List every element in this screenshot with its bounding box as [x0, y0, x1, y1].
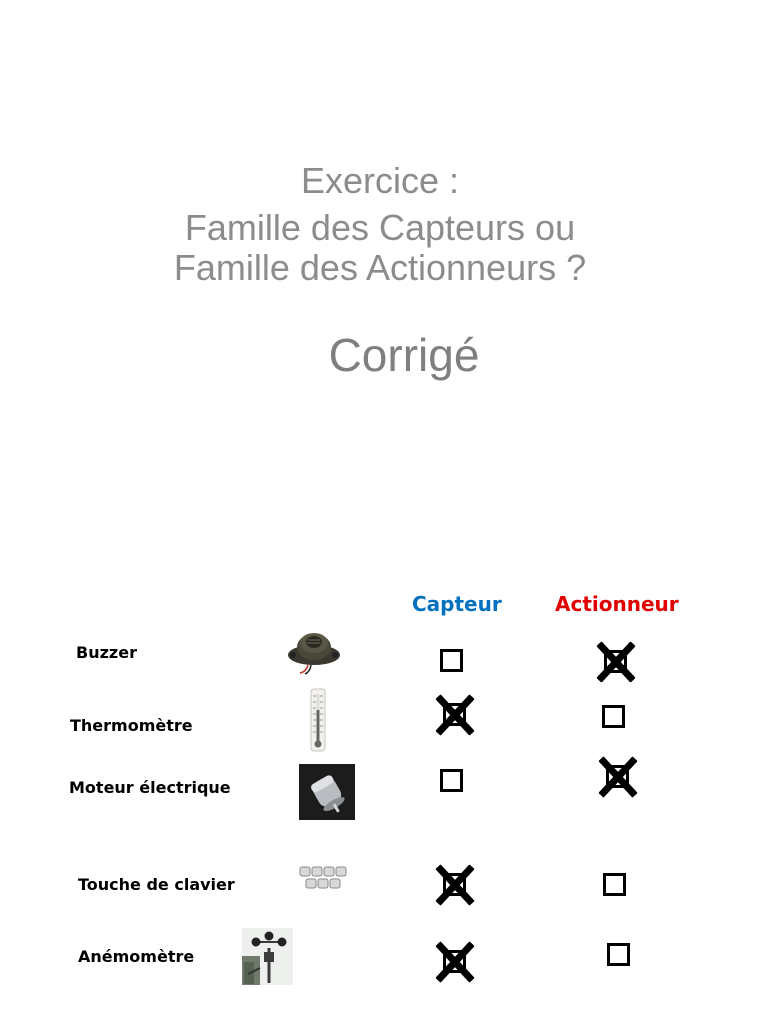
title-line-3: Famille des Actionneurs ? — [173, 247, 587, 288]
title-line-1: Exercice : — [300, 160, 460, 201]
actionneur-checkbox-anemometre[interactable] — [607, 943, 630, 966]
row-label-thermometre: Thermomètre — [70, 716, 193, 735]
actionneur-checkbox-thermometre[interactable] — [602, 705, 625, 728]
actionneur-checkbox-buzzer[interactable] — [604, 650, 627, 673]
title-line-2: Famille des Capteurs ou — [184, 207, 576, 248]
keyboard-keys-icon — [292, 860, 352, 900]
row-label-buzzer: Buzzer — [76, 643, 137, 662]
column-header-actionneur: Actionneur — [555, 592, 679, 616]
actionneur-checkbox-touche[interactable] — [603, 873, 626, 896]
capteur-checkbox-anemometre[interactable] — [443, 950, 466, 973]
thermometer-icon — [289, 688, 347, 752]
buzzer-icon — [286, 625, 342, 675]
column-header-capteur: Capteur — [412, 592, 502, 616]
row-label-moteur: Moteur électrique — [69, 778, 231, 797]
capteur-checkbox-thermometre[interactable] — [443, 703, 466, 726]
electric-motor-icon — [299, 764, 355, 820]
subtitle-corrige: Corrigé — [328, 329, 480, 381]
actionneur-checkbox-moteur[interactable] — [606, 765, 629, 788]
exercise-title — [0, 160, 760, 288]
anemometer-icon — [242, 928, 293, 985]
row-label-anemometre: Anémomètre — [78, 947, 195, 966]
row-label-touche: Touche de clavier — [78, 875, 235, 894]
capteur-checkbox-buzzer[interactable] — [440, 649, 463, 672]
capteur-checkbox-touche[interactable] — [443, 873, 466, 896]
capteur-checkbox-moteur[interactable] — [440, 769, 463, 792]
